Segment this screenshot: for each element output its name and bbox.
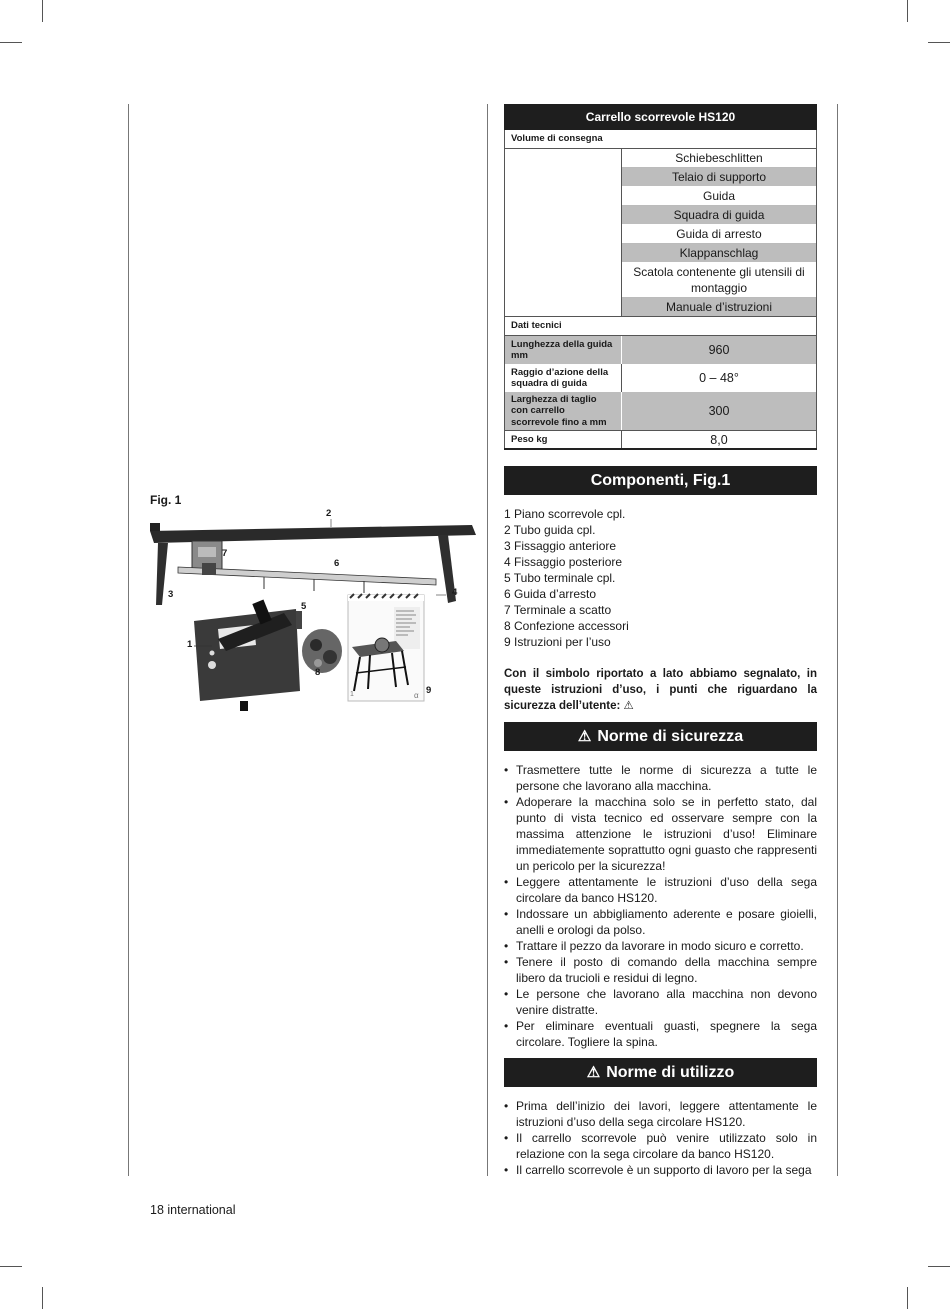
figure-callout: 5 — [301, 601, 307, 612]
column-rule — [128, 104, 129, 1176]
list-item: • Leggere attentamente le istruzioni d’uso della sega circolare da banco HS120. — [504, 874, 817, 906]
list-item: • Il carrello scorrevole è un supporto di lavoro per la sega — [504, 1162, 817, 1178]
list-item: • Tenere il posto di comando della macchina sempre libero da trucioli e residui di legno. — [504, 954, 817, 986]
figure-callout: 8 — [315, 667, 321, 678]
scope-item: Scatola contenente gli utensili di montaggio — [622, 263, 816, 298]
tech-row — [504, 430, 817, 448]
tech-value: 960 — [708, 343, 730, 357]
list-item: 7 Terminale a scatto — [504, 603, 612, 617]
tech-value: 8,0 — [710, 432, 728, 447]
crop-mark — [928, 42, 950, 43]
figure-callout: 9 — [426, 685, 432, 696]
warning-triangle-icon: ⚠ — [577, 728, 592, 745]
column-rule — [837, 104, 838, 1176]
scope-item: Guida — [622, 187, 816, 206]
tech-heading: Dati tecnici — [504, 316, 817, 336]
figure-callout: 1 — [187, 639, 193, 650]
tech-row — [504, 364, 817, 392]
scope-item: Guida di arresto — [622, 225, 816, 244]
figure-callout: 6 — [334, 558, 340, 569]
figure-callout: 7 — [222, 548, 228, 559]
crop-mark — [0, 1266, 22, 1267]
manual-alpha-symbol: α — [414, 691, 419, 700]
list-item: 4 Fissaggio posteriore — [504, 555, 623, 569]
safety-heading: ⚠ Norme di sicurezza — [504, 722, 817, 751]
tech-row — [504, 392, 817, 430]
safety-list — [504, 762, 817, 1050]
usage-list — [504, 1098, 817, 1178]
crop-mark — [42, 1287, 43, 1309]
column-rule — [487, 104, 488, 1176]
crop-mark — [928, 1266, 950, 1267]
list-item: 9 Istruzioni per l’uso — [504, 635, 611, 649]
components-heading: Componenti, Fig.1 — [504, 466, 817, 495]
list-item: 3 Fissaggio anteriore — [504, 539, 617, 553]
page-footer: 18 international — [150, 1203, 236, 1217]
list-item: • Adoperare la macchina solo se in perfetto stato, dal punto di vista tecnico ed osservare sempre con la massima attenzione le istruzioni d’uso! Eliminare immediatemente soprattutto ogni guasto che rappresenti un pericolo per la sicurezza! — [504, 794, 817, 874]
scope-item: Klappanschlag — [622, 244, 816, 263]
list-item: 5 Tubo terminale cpl. — [504, 571, 616, 585]
scope-item: Manuale d’istruzioni — [622, 298, 816, 316]
list-item: • Le persone che lavorano alla macchina non devono venire distratte. — [504, 986, 817, 1018]
components-list — [504, 506, 817, 650]
tech-value: 300 — [708, 404, 730, 418]
figure-caption: Fig. 1 — [150, 493, 182, 507]
tech-label: Larghezza di taglio con carrello scorrevole fino a mm — [505, 392, 622, 430]
crop-mark — [42, 0, 43, 22]
list-item: • Trattare il pezzo da lavorare in modo sicuro e corretto. — [504, 938, 817, 954]
scope-item: Squadra di guida — [622, 206, 816, 225]
list-item: • Prima dell’inizio dei lavori, leggere attentamente le istruzioni d’uso della sega circolare HS120. — [504, 1098, 817, 1130]
list-item: 2 Tubo guida cpl. — [504, 523, 596, 537]
manual-small-number: 1 — [350, 691, 354, 698]
list-item: 8 Confezione accessori — [504, 619, 629, 633]
scope-item: Schiebeschlitten — [622, 149, 816, 168]
scope-heading: Volume di consegna — [504, 130, 817, 149]
warning-triangle-icon: ⚠ — [586, 1064, 601, 1081]
spec-table — [504, 104, 817, 450]
product-illustration — [146, 505, 476, 740]
tech-label: Peso kg — [505, 431, 622, 448]
figure-callout: 3 — [168, 589, 174, 600]
list-item: • Trasmettere tutte le norme di sicurezza a tutte le persone che lavorano alla macchina. — [504, 762, 817, 794]
list-item: 1 Piano scorrevole cpl. — [504, 507, 626, 521]
tech-label: Lunghezza della guida mm — [505, 336, 622, 364]
spec-table-title: Carrello scorrevole HS120 — [504, 104, 817, 130]
tech-label: Raggio d’azione della squadra di guida — [505, 364, 622, 392]
tech-row — [504, 336, 817, 364]
scope-item: Telaio di supporto — [622, 168, 816, 187]
scope-block — [504, 149, 817, 316]
usage-heading: ⚠ Norme di utilizzo — [504, 1058, 817, 1087]
tech-value: 0 – 48° — [699, 371, 739, 385]
list-item: • Il carrello scorrevole può venire utilizzato solo in relazione con la sega circolare da banco HS120. — [504, 1130, 817, 1162]
figure-callout: 4 — [452, 587, 458, 598]
list-item: • Per eliminare eventuali guasti, spegnere la sega circolare. Togliere la spina. — [504, 1018, 817, 1050]
safety-intro: Con il simbolo riportato a lato abbiamo segnalato, in queste istruzioni d’uso, i punti che riguardano la sicurezza dell’utente: ⚠ — [504, 668, 817, 712]
crop-mark — [907, 1287, 908, 1309]
list-item: 6 Guida d’arresto — [504, 587, 597, 601]
list-item: • Indossare un abbigliamento aderente e posare gioielli, anelli e orologi da polso. — [504, 906, 817, 938]
crop-mark — [907, 0, 908, 22]
crop-mark — [0, 42, 22, 43]
figure-callout: 2 — [326, 508, 332, 519]
figure-1 — [146, 505, 476, 740]
